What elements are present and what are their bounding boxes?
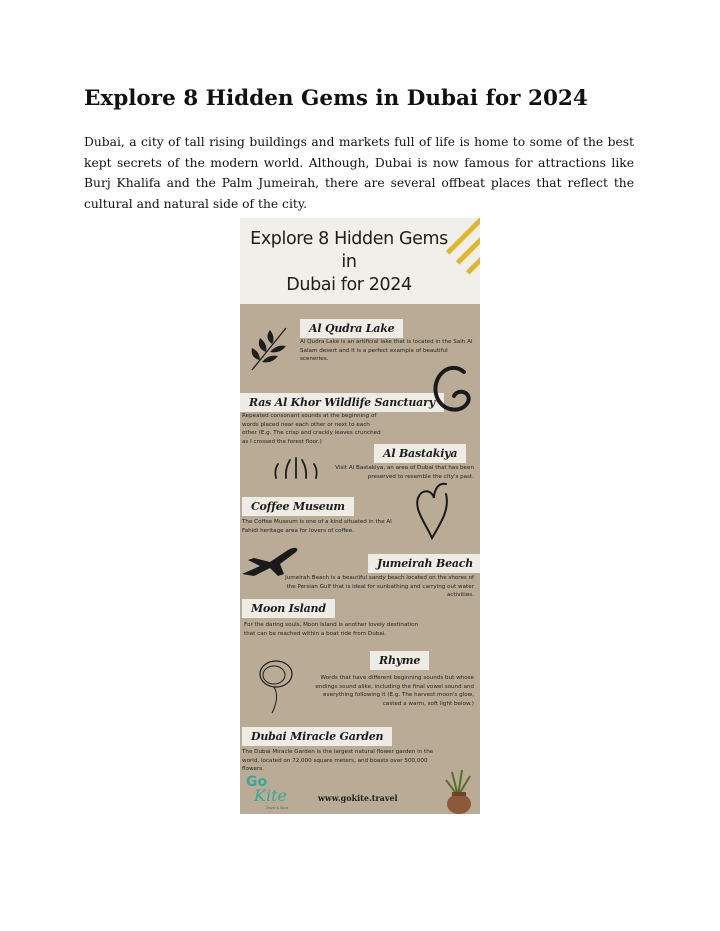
section-label-al-bastakiya: Al Bastakiya — [374, 444, 466, 463]
intro-paragraph: Dubai, a city of tall rising buildings and markets full of life is home to some of the best kept secrets of the modern world. Although, Dubai is now famous for attractions like Burj Khalifa and the Palm Jumeirah, there are several offbeat places that reflect the cultural and natural side of the city. — [84, 135, 634, 211]
gokite-logo — [244, 774, 296, 814]
section-text-coffee-museum: The Coffee Museum is one of a kind situated in the Al Fahidi heritage area for lovers of coffee. — [242, 519, 392, 534]
scribble-balloon-icon — [254, 656, 300, 714]
potted-plant-icon — [440, 766, 478, 814]
section-text-ras-al-khor: Repeated consonant sounds at the beginning of words placed near each other or next to each other (E.g. The crisp and crackly leaves crunched as I crossed the forest floor.) — [242, 413, 381, 445]
infographic-title-line1: Explore 8 Hidden Gems in — [250, 229, 448, 272]
airplane-icon — [240, 544, 300, 578]
heart-icon — [412, 480, 452, 544]
section-text-al-qudra-lake: Al Qudra Lake is an artificial lake that is located in the Saih Al Salam desert and it is a perfect example of beautiful sceneries. — [300, 339, 473, 363]
section-label-coffee-museum: Coffee Museum — [242, 497, 354, 516]
section-label-rhyme: Rhyme — [370, 651, 429, 670]
section-label-jumeirah-beach: Jumeirah Beach — [368, 554, 480, 573]
logo-text-kite: Kite — [254, 786, 287, 805]
swirl-icon — [428, 362, 474, 418]
section-text-jumeirah-beach: Jumeirah Beach is a beautiful sandy beach located on the shores of the Persian Gulf that is ideal for sunbathing and carrying out water activities. — [285, 575, 474, 599]
sunburst-icon — [270, 454, 320, 482]
infographic-title — [246, 228, 452, 297]
logo-text-go: Go — [246, 774, 268, 790]
section-text-rhyme: Words that have different beginning sounds but whose endings sound alike, including the final vowel sound and everything following it (E.g. The harvest moon's glow, casted a warm, soft light below.) — [315, 675, 474, 707]
section-text-dubai-miracle-garden: The Dubai Miracle Garden is the largest natural flower garden in the world, located on 72,000 square meters, and boasts over 500,000 flowers. — [242, 749, 434, 773]
website-url: www.gokite.travel — [318, 793, 398, 803]
section-text-moon-island: For the daring souls, Moon Island is another lovely destination that can be reached within a boat ride from Dubai. — [244, 622, 419, 637]
infographic-title-line2: Dubai for 2024 — [286, 275, 412, 295]
section-label-ras-al-khor: Ras Al Khor Wildlife Sanctuary — [240, 393, 444, 412]
section-label-al-qudra-lake: Al Qudra Lake — [300, 319, 403, 338]
section-label-dubai-miracle-garden: Dubai Miracle Garden — [242, 727, 392, 746]
leaf-branch-icon — [248, 322, 292, 374]
section-label-moon-island: Moon Island — [242, 599, 335, 618]
page-title: Explore 8 Hidden Gems in Dubai for 2024 — [84, 86, 588, 111]
section-text-al-bastakiya: Visit Al Bastakiya, an area of Dubai that has been preserved to resemble the city's past. — [335, 465, 474, 480]
logo-tagline: Travel & Tours — [266, 806, 289, 810]
infographic — [240, 218, 480, 814]
